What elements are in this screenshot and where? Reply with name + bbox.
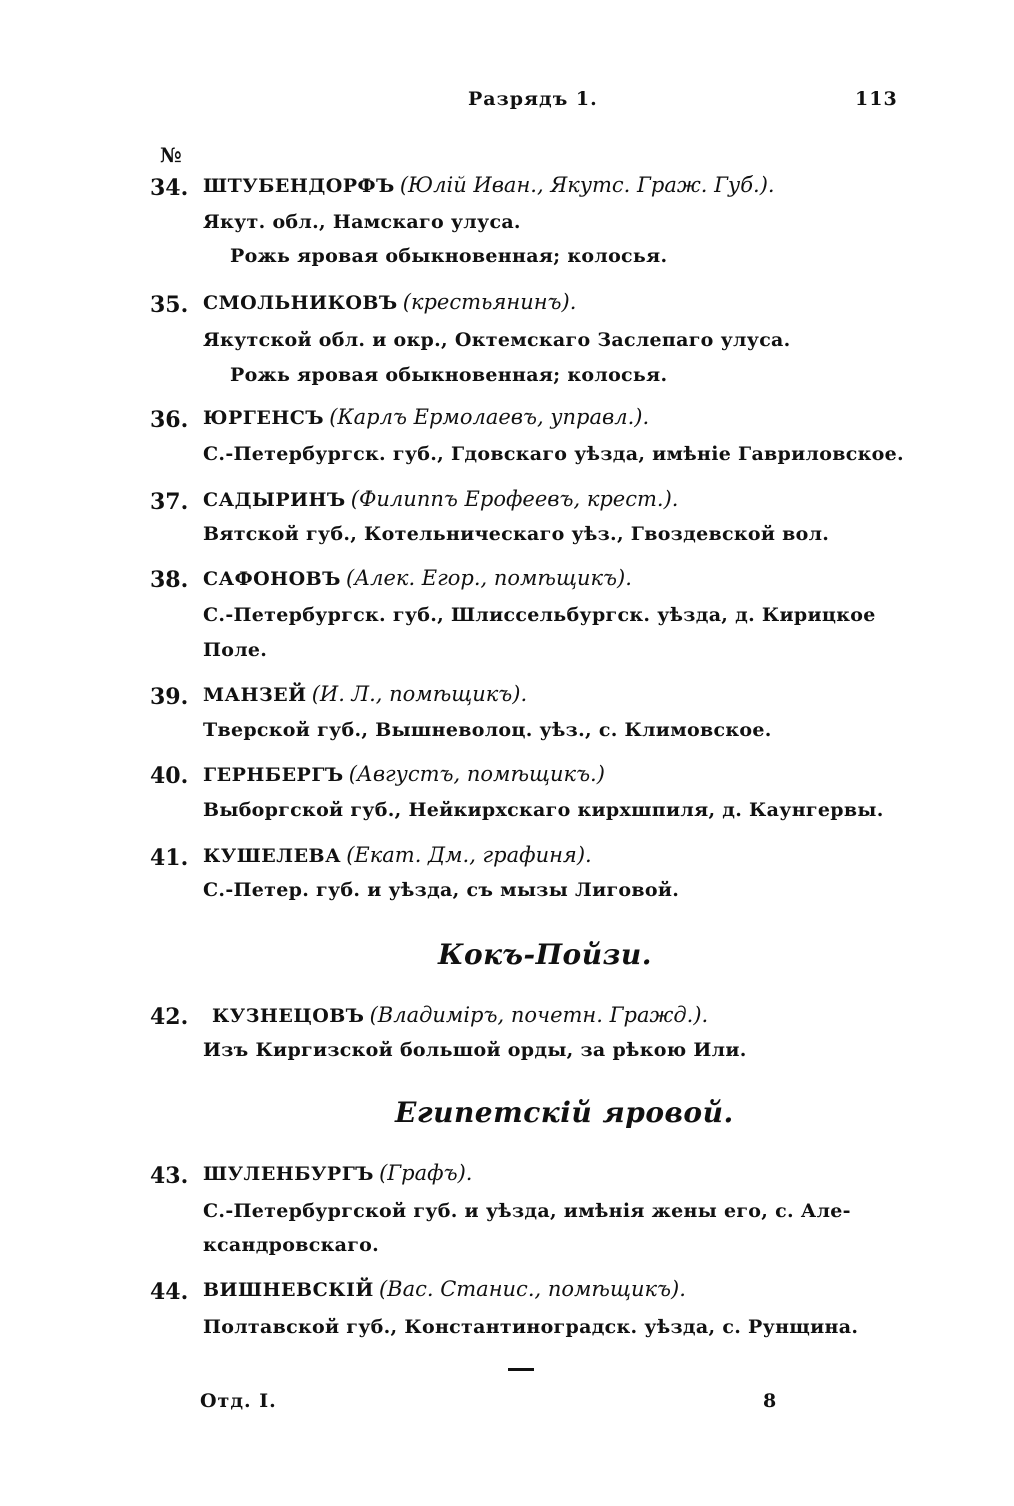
entry-name: САДЫРИНЪ [203,489,346,511]
entry-number: 37. [150,489,189,515]
entry-note: (Екат. Дм., графиня). [346,843,592,867]
entry-line: С.-Петербургской губ. и уѣзда, имѣнiя жены его, с. Але- [203,1200,851,1222]
entry-number: 39. [150,684,189,710]
entry-note: (Вас. Станис., помѣщикъ). [378,1277,686,1301]
entry-name: ГЕРНБЕРГЪ [203,764,344,786]
entry-line: Изъ Киргизской большой орды, за рѣкою Или. [203,1039,747,1061]
entry-heading [203,173,775,197]
entry-number: 40. [150,763,189,789]
entry-number: 42. [150,1004,189,1030]
entry-note: (Филиппъ Ерофеевъ, крест.). [350,487,679,511]
entry-heading [203,762,605,786]
entry-name: КУЗНЕЦОВЪ [212,1005,365,1027]
entry-line: Поле. [203,639,268,661]
entry-note: (Алек. Егор., помѣщикъ). [346,566,632,590]
entry-number: 38. [150,567,189,593]
entry-heading [203,682,527,706]
entry-note: (Владимiръ, почетн. Гражд.). [369,1003,709,1027]
number-sign: № [160,143,183,167]
footer-sheet-number: 8 [763,1390,778,1412]
entry-note: (Графъ). [379,1161,473,1185]
entry-number: 35. [150,292,189,318]
entry-note: (крестьянинъ). [402,290,577,314]
entry-sub: Рожь яровая обыкновенная; колосья. [230,245,668,267]
entry-line: ксандровскаго. [203,1234,380,1256]
entry-line: С.-Петербургск. губ., Гдовскаго уѣзда, имѣнiе Гавриловское. [203,443,904,465]
entry-line: Якут. обл., Намскаго улуса. [203,211,521,233]
entry-name: ШУЛЕНБУРГЪ [203,1163,374,1185]
entry-heading [212,1003,708,1027]
entry-heading [203,1161,472,1185]
footer-signature: Отд. I. [200,1390,277,1412]
entry-name: МАНЗЕЙ [203,684,307,706]
entry-name: КУШЕЛЕВА [203,845,342,867]
entry-name: САФОНОВЪ [203,568,341,590]
entry-number: 41. [150,845,189,871]
entry-line: Вятской губ., Котельническаго уѣз., Гвоздевской вол. [203,523,830,545]
entry-note: (Юлiй Иван., Якутс. Граж. Губ.). [399,173,775,197]
entry-line: С.-Петербургск. губ., Шлиссельбургск. уѣзда, д. Кирицкое [203,604,876,626]
page-number: 113 [855,88,898,110]
entry-sub: Рожь яровая обыкновенная; колосья. [230,364,668,386]
entry-heading [203,843,592,867]
entry-heading [203,1277,686,1301]
section-heading: Кокъ-Пойзи. [438,938,653,971]
entry-heading [203,405,649,429]
entry-line: Якутской обл. и окр., Октемскаго Заслепаго улуса. [203,329,791,351]
running-header: Разрядъ 1. [468,88,598,110]
entry-note: (Августъ, помѣщикъ.) [348,762,605,786]
entry-note: (И. Л., помѣщикъ). [311,682,528,706]
entry-line: Выборгской губ., Нейкирхскаго кирхшпиля, д. Каунгервы. [203,799,884,821]
entry-number: 36. [150,407,189,433]
separator-dash [508,1368,534,1371]
entry-number: 34. [150,175,189,201]
entry-line: Тверской губ., Вышневолоц. уѣз., с. Климовское. [203,719,772,741]
entry-name: СМОЛЬНИКОВЪ [203,292,398,314]
entry-number: 44. [150,1279,189,1305]
section-heading: Египетскiй яровой. [395,1096,734,1129]
entry-heading [203,566,632,590]
entry-name: ВИШНЕВСКIЙ [203,1279,374,1301]
entry-number: 43. [150,1163,189,1189]
entry-name: ЮРГЕНСЪ [203,407,325,429]
entry-line: Полтавской губ., Константиноградск. уѣзда, с. Рунщина. [203,1316,859,1338]
entry-line: С.-Петер. губ. и уѣзда, съ мызы Лиговой. [203,879,680,901]
entry-note: (Карлъ Ермолаевъ, управл.). [329,405,650,429]
entry-name: ШТУБЕНДОРФЪ [203,175,395,197]
entry-heading [203,290,576,314]
entry-heading [203,487,678,511]
